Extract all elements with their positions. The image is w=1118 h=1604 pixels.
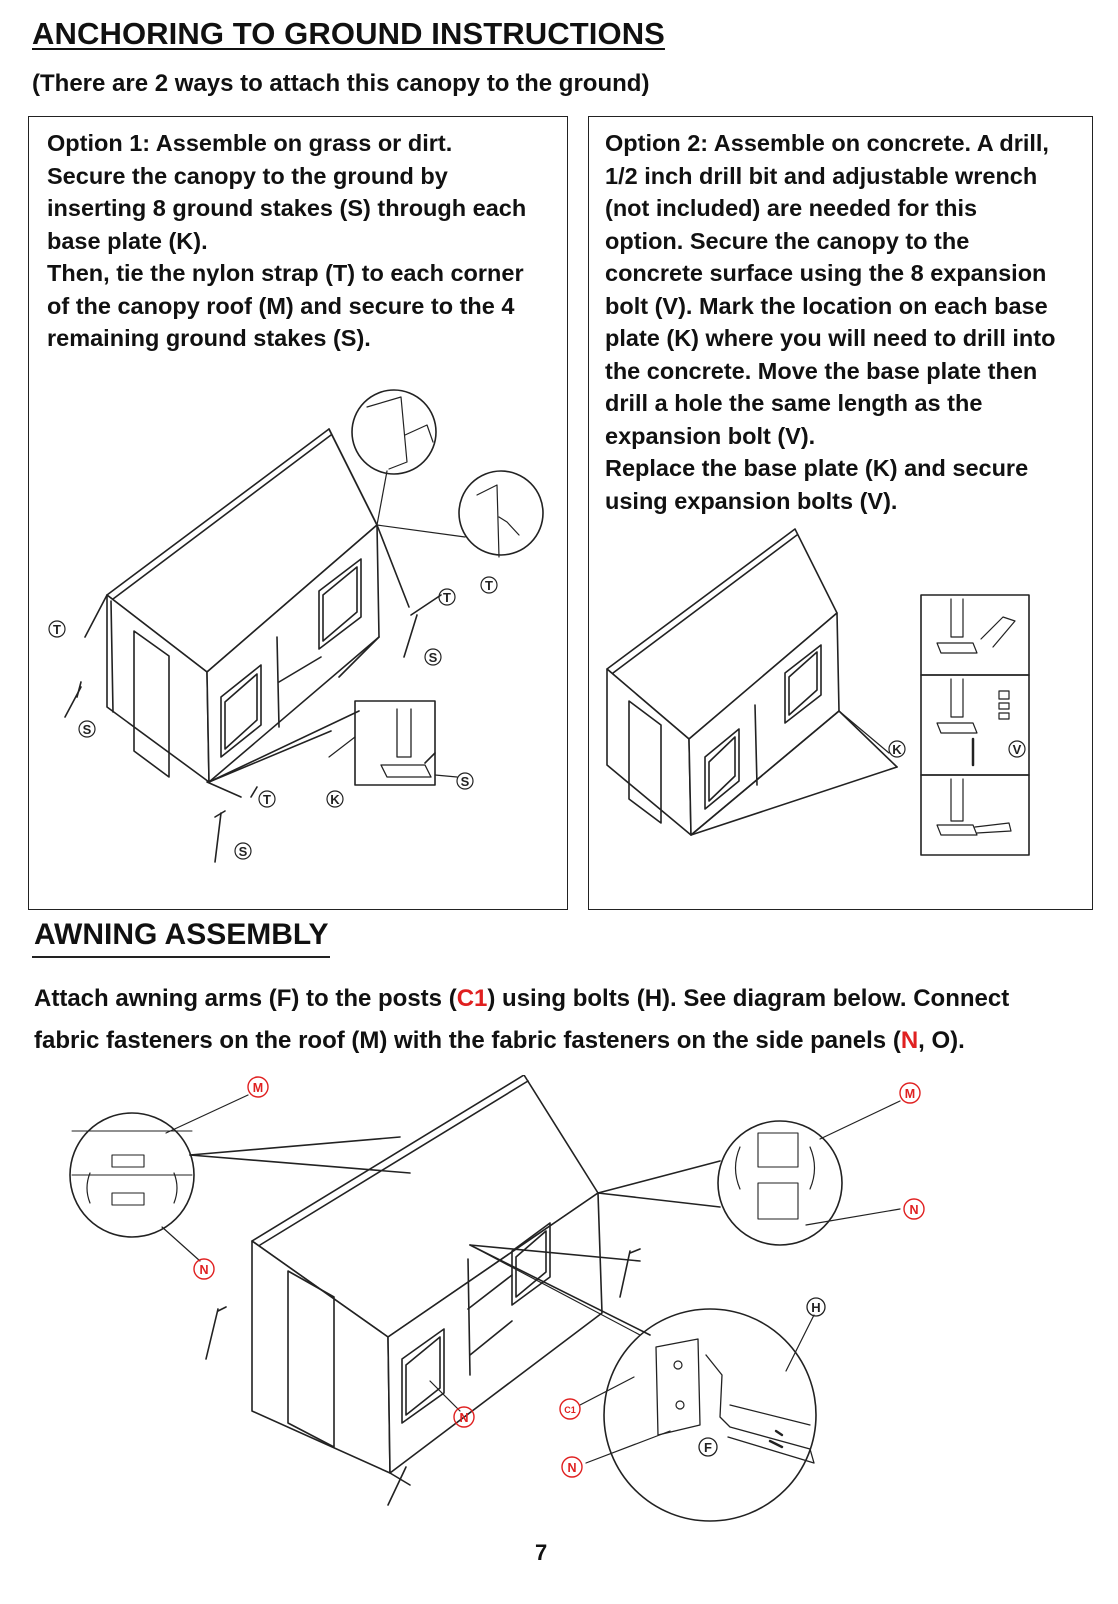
option2-line: using expansion bolts (V). xyxy=(605,487,898,514)
label-v: V xyxy=(1012,742,1022,757)
base-plate-detail xyxy=(355,701,435,785)
corner-detail-circle xyxy=(459,471,543,555)
awning-line-2 xyxy=(34,1020,1009,1062)
label-n: N xyxy=(459,1411,469,1425)
option1-line: base plate (K). xyxy=(47,227,208,254)
option2-line: drill a hole the same length as the xyxy=(605,390,983,416)
awning-section-title: AWNING ASSEMBLY xyxy=(34,918,329,951)
text-run: ) using bolts (H). See diagram below. Connect xyxy=(487,985,1010,1012)
awning-diagram xyxy=(30,1075,1030,1530)
label-m: M xyxy=(252,1081,264,1095)
option2-line: Option 2: Assemble on concrete. A drill, xyxy=(605,130,1049,156)
awning-instructions xyxy=(34,978,1009,1062)
option2-line: 1/2 inch drill bit and adjustable wrench xyxy=(605,162,1038,189)
label-t: T xyxy=(53,622,61,637)
option1-diagram xyxy=(29,117,567,909)
option2-line: the concrete. Move the base plate then xyxy=(605,357,1038,384)
label-k: K xyxy=(892,742,902,757)
text-run: Attach awning arms (F) to the posts ( xyxy=(34,985,457,1012)
text-run: fabric fasteners on the roof (M) with the fabric fasteners on the side panels ( xyxy=(34,1027,901,1054)
label-s: S xyxy=(82,722,92,737)
label-c1: C1 xyxy=(564,1405,576,1415)
canopy-illustration xyxy=(607,529,897,835)
label-n: N xyxy=(567,1461,577,1475)
option2-line: plate (K) where you will need to drill into xyxy=(605,325,1056,351)
awning-arm-detail-circle xyxy=(604,1309,816,1521)
option2-line: option. Secure the canopy to the xyxy=(605,227,970,254)
option2-line: concrete surface using the 8 expansion xyxy=(605,260,1047,286)
page-subtitle: (There are 2 ways to attach this canopy to the ground) xyxy=(32,70,650,97)
option1-panel xyxy=(28,116,568,910)
awning-line-1 xyxy=(34,978,1009,1020)
option1-line: inserting 8 ground stakes (S) through each xyxy=(47,195,527,221)
page-title: ANCHORING TO GROUND INSTRUCTIONS xyxy=(32,16,665,51)
canopy-illustration xyxy=(107,429,379,782)
option2-line: expansion bolt (V). xyxy=(605,422,816,449)
option2-line: bolt (V). Mark the location on each base xyxy=(605,292,1048,319)
text-run: , O). xyxy=(918,1027,965,1054)
label-m: M xyxy=(904,1087,916,1101)
option2-line: Replace the base plate (K) and secure xyxy=(605,455,1029,481)
label-k: K xyxy=(330,792,340,807)
red-label-c1: C1 xyxy=(456,985,488,1012)
label-n: N xyxy=(199,1263,209,1277)
option1-line: of the canopy roof (M) and secure to the 4 xyxy=(47,292,515,319)
label-h: H xyxy=(811,1300,821,1315)
red-label-n: N xyxy=(900,1027,919,1054)
label-s: S xyxy=(428,650,438,665)
option1-line: Option 1: Assemble on grass or dirt. xyxy=(47,130,453,156)
option2-diagram xyxy=(589,117,1092,909)
page-number: 7 xyxy=(535,1540,548,1565)
label-s: S xyxy=(460,774,470,789)
label-n: N xyxy=(909,1203,919,1217)
option1-line: Then, tie the nylon strap (T) to each corner xyxy=(47,260,524,286)
section-underline xyxy=(32,956,330,958)
label-t: T xyxy=(485,578,493,593)
label-t: T xyxy=(263,792,271,807)
label-t: T xyxy=(443,590,451,605)
option1-line: remaining ground stakes (S). xyxy=(47,325,371,351)
label-s: S xyxy=(238,844,248,859)
option1-line: Secure the canopy to the ground by xyxy=(47,162,448,189)
drill-detail-panels xyxy=(921,595,1029,855)
strap-detail-circle xyxy=(352,390,436,474)
option2-line: (not included) are needed for this xyxy=(605,195,978,221)
option2-panel xyxy=(588,116,1093,910)
label-f: F xyxy=(704,1440,712,1455)
